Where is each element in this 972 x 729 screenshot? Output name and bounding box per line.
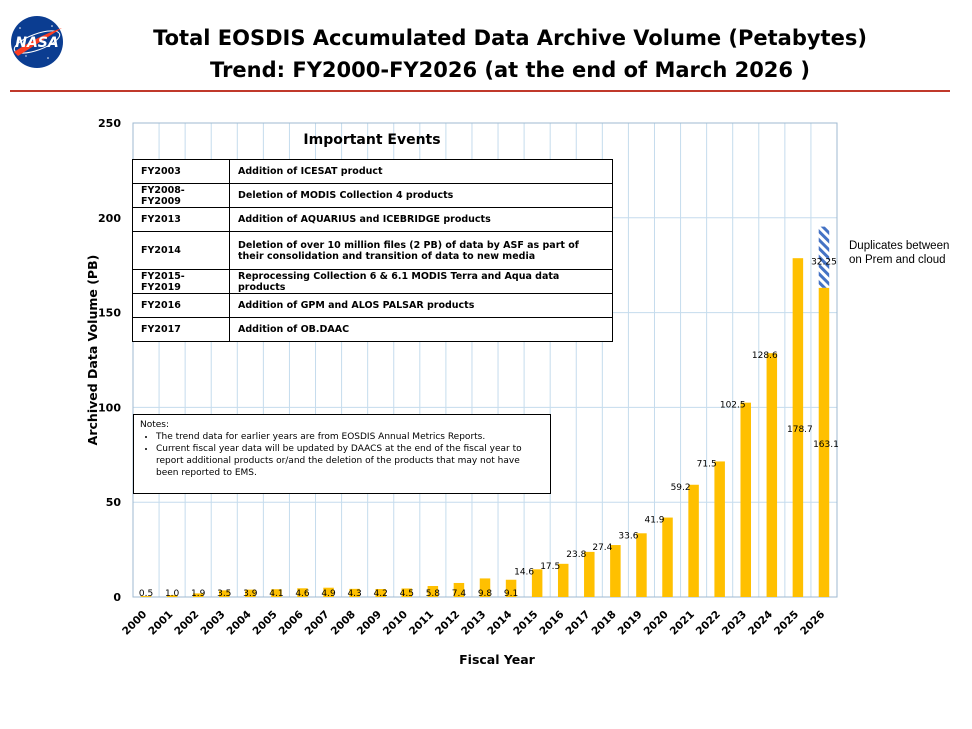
y-tick-label: 150 — [98, 306, 121, 320]
x-tick-label: 2008 — [328, 608, 358, 638]
y-tick-label: 0 — [113, 591, 121, 604]
data-label-2024: 128.6 — [751, 351, 778, 362]
x-tick-label: 2010 — [380, 608, 411, 638]
x-tick-label: 2016 — [537, 608, 567, 638]
bar-2020 — [662, 518, 673, 597]
x-axis-ticks — [120, 608, 827, 637]
event-description: Addition of AQUARIUS and ICEBRIDGE products — [230, 208, 613, 232]
x-tick-label: 2025 — [772, 608, 802, 638]
y-axis-ticks — [98, 117, 121, 604]
event-row — [133, 232, 613, 270]
data-label-2025: 178.7 — [787, 425, 813, 435]
logo-text: NASA — [15, 35, 59, 51]
notes-heading: Notes — [140, 420, 166, 430]
event-description: Addition of GPM and ALOS PALSAR products — [230, 294, 613, 318]
x-tick-label: 2001 — [146, 608, 176, 638]
events-table-title: Important Events — [303, 132, 441, 148]
data-label-duplicates: 32.25 — [811, 257, 837, 268]
data-label-2015: 14.6 — [514, 567, 535, 578]
note-item: • The trend data for earlier years are from EOSDIS Annual Metrics Reports. — [156, 431, 544, 443]
event-year: FY2017 — [133, 318, 230, 342]
data-label-2021: 59.2 — [670, 482, 691, 493]
x-tick-label: 2024 — [745, 608, 776, 638]
notes-box: Notes: • The trend data for earlier years are from EOSDIS Annual Metrics Reports. • Current fiscal year data will be updated by DAACS at the end of the fiscal year to report additional products or/and the deletion of the products that may not have been reported to EMS. — [133, 414, 551, 494]
data-label-2005: 4.1 — [269, 589, 284, 599]
x-tick-label: 2007 — [302, 608, 332, 638]
data-label-2018: 27.4 — [592, 543, 613, 554]
data-label-2013: 9.8 — [477, 589, 493, 599]
event-row — [133, 184, 613, 208]
x-tick-label: 2000 — [120, 608, 150, 638]
x-axis-label: Fiscal Year — [459, 652, 535, 667]
data-label-2006: 4.6 — [295, 589, 310, 599]
chart-title-line2: Trend: FY2000-FY2026 (at the end of March 2026 ) — [210, 58, 810, 82]
x-tick-label: 2013 — [459, 608, 489, 638]
data-label-2012: 7.4 — [451, 589, 467, 599]
event-year: FY2014 — [133, 232, 230, 270]
data-label-2002: 1.9 — [191, 589, 206, 599]
data-label-2008: 4.3 — [347, 589, 362, 599]
event-row — [133, 208, 613, 232]
x-tick-label: 2005 — [250, 608, 280, 638]
x-tick-label: 2021 — [667, 608, 697, 638]
event-row — [133, 318, 613, 342]
x-tick-label: 2015 — [511, 608, 541, 638]
event-description: Deletion of MODIS Collection 4 products — [230, 184, 613, 208]
x-tick-label: 2014 — [485, 608, 515, 638]
x-tick-label: 2009 — [354, 608, 384, 638]
x-tick-label: 2003 — [198, 608, 228, 638]
x-tick-label: 2012 — [433, 608, 463, 638]
x-tick-label: 2019 — [615, 608, 645, 638]
data-label-2023: 102.5 — [719, 400, 746, 411]
data-label-2020: 41.9 — [644, 515, 665, 526]
x-tick-label: 2002 — [172, 608, 202, 638]
x-tick-label: 2011 — [406, 608, 437, 638]
x-tick-label: 2006 — [276, 608, 306, 638]
data-label-2000: 0.5 — [138, 589, 154, 599]
event-year: FY2016 — [133, 294, 230, 318]
event-row — [133, 270, 613, 294]
data-label-2017: 23.8 — [566, 549, 587, 560]
y-tick-label: 100 — [98, 401, 121, 415]
events-table — [132, 159, 613, 342]
note-item: • Current fiscal year data will be updated by DAACS at the end of the fiscal year to report additional products or/and the deletion of the products that may not have been reported to EMS. — [156, 443, 544, 479]
data-label-2014: 9.1 — [503, 589, 519, 599]
event-row — [133, 294, 613, 318]
data-label-2022: 71.5 — [696, 459, 717, 470]
x-tick-label: 2017 — [563, 608, 593, 638]
data-label-2019: 33.6 — [618, 531, 639, 542]
data-label-2007: 4.9 — [321, 589, 336, 599]
x-tick-label: 2004 — [224, 608, 254, 638]
data-label-2004: 3.9 — [243, 589, 258, 599]
x-tick-label: 2018 — [589, 608, 619, 638]
data-label-2011: 5.8 — [425, 589, 441, 599]
event-year: FY2003 — [133, 160, 230, 184]
event-year: FY2008-FY2009 — [133, 184, 230, 208]
event-description: Addition of ICESAT product — [230, 160, 613, 184]
data-label-2026: 163.1 — [813, 440, 839, 450]
bar-2019 — [636, 533, 647, 597]
bar-2021 — [688, 485, 699, 597]
event-description: Addition of OB.DAAC — [230, 318, 613, 342]
event-year: FY2015-FY2019 — [133, 270, 230, 294]
y-tick-label: 250 — [98, 117, 121, 130]
data-label-2003: 3.5 — [217, 589, 232, 599]
x-tick-label: 2026 — [798, 608, 828, 638]
event-row — [133, 160, 613, 184]
y-tick-label: 200 — [98, 211, 121, 225]
data-label-2009: 4.2 — [373, 589, 388, 599]
event-description: Reprocessing Collection 6 & 6.1 MODIS Terra and Aqua data products — [230, 270, 613, 294]
data-label-2010: 4.5 — [399, 589, 414, 599]
x-tick-label: 2020 — [641, 608, 671, 638]
bar-2022 — [714, 461, 725, 597]
notes-list — [140, 431, 544, 479]
bar-2023 — [740, 403, 751, 597]
duplicates-annotation: Duplicates between on Prem and cloud — [849, 240, 950, 266]
x-tick-label: 2022 — [693, 608, 723, 638]
bar-2024 — [767, 353, 778, 597]
x-tick-label: 2023 — [719, 608, 750, 638]
chart-title-line1: Total EOSDIS Accumulated Data Archive Volume (Petabytes) — [153, 26, 867, 50]
data-label-2016: 17.5 — [540, 561, 561, 572]
y-tick-label: 50 — [105, 496, 121, 510]
event-year: FY2013 — [133, 208, 230, 232]
data-label-2001: 1.0 — [164, 589, 180, 599]
y-axis-label: Archived Data Volume (PB) — [85, 254, 100, 446]
event-description: Deletion of over 10 million files (2 PB) of data by ASF as part of their consolidation and transition of data to new media — [230, 232, 613, 270]
